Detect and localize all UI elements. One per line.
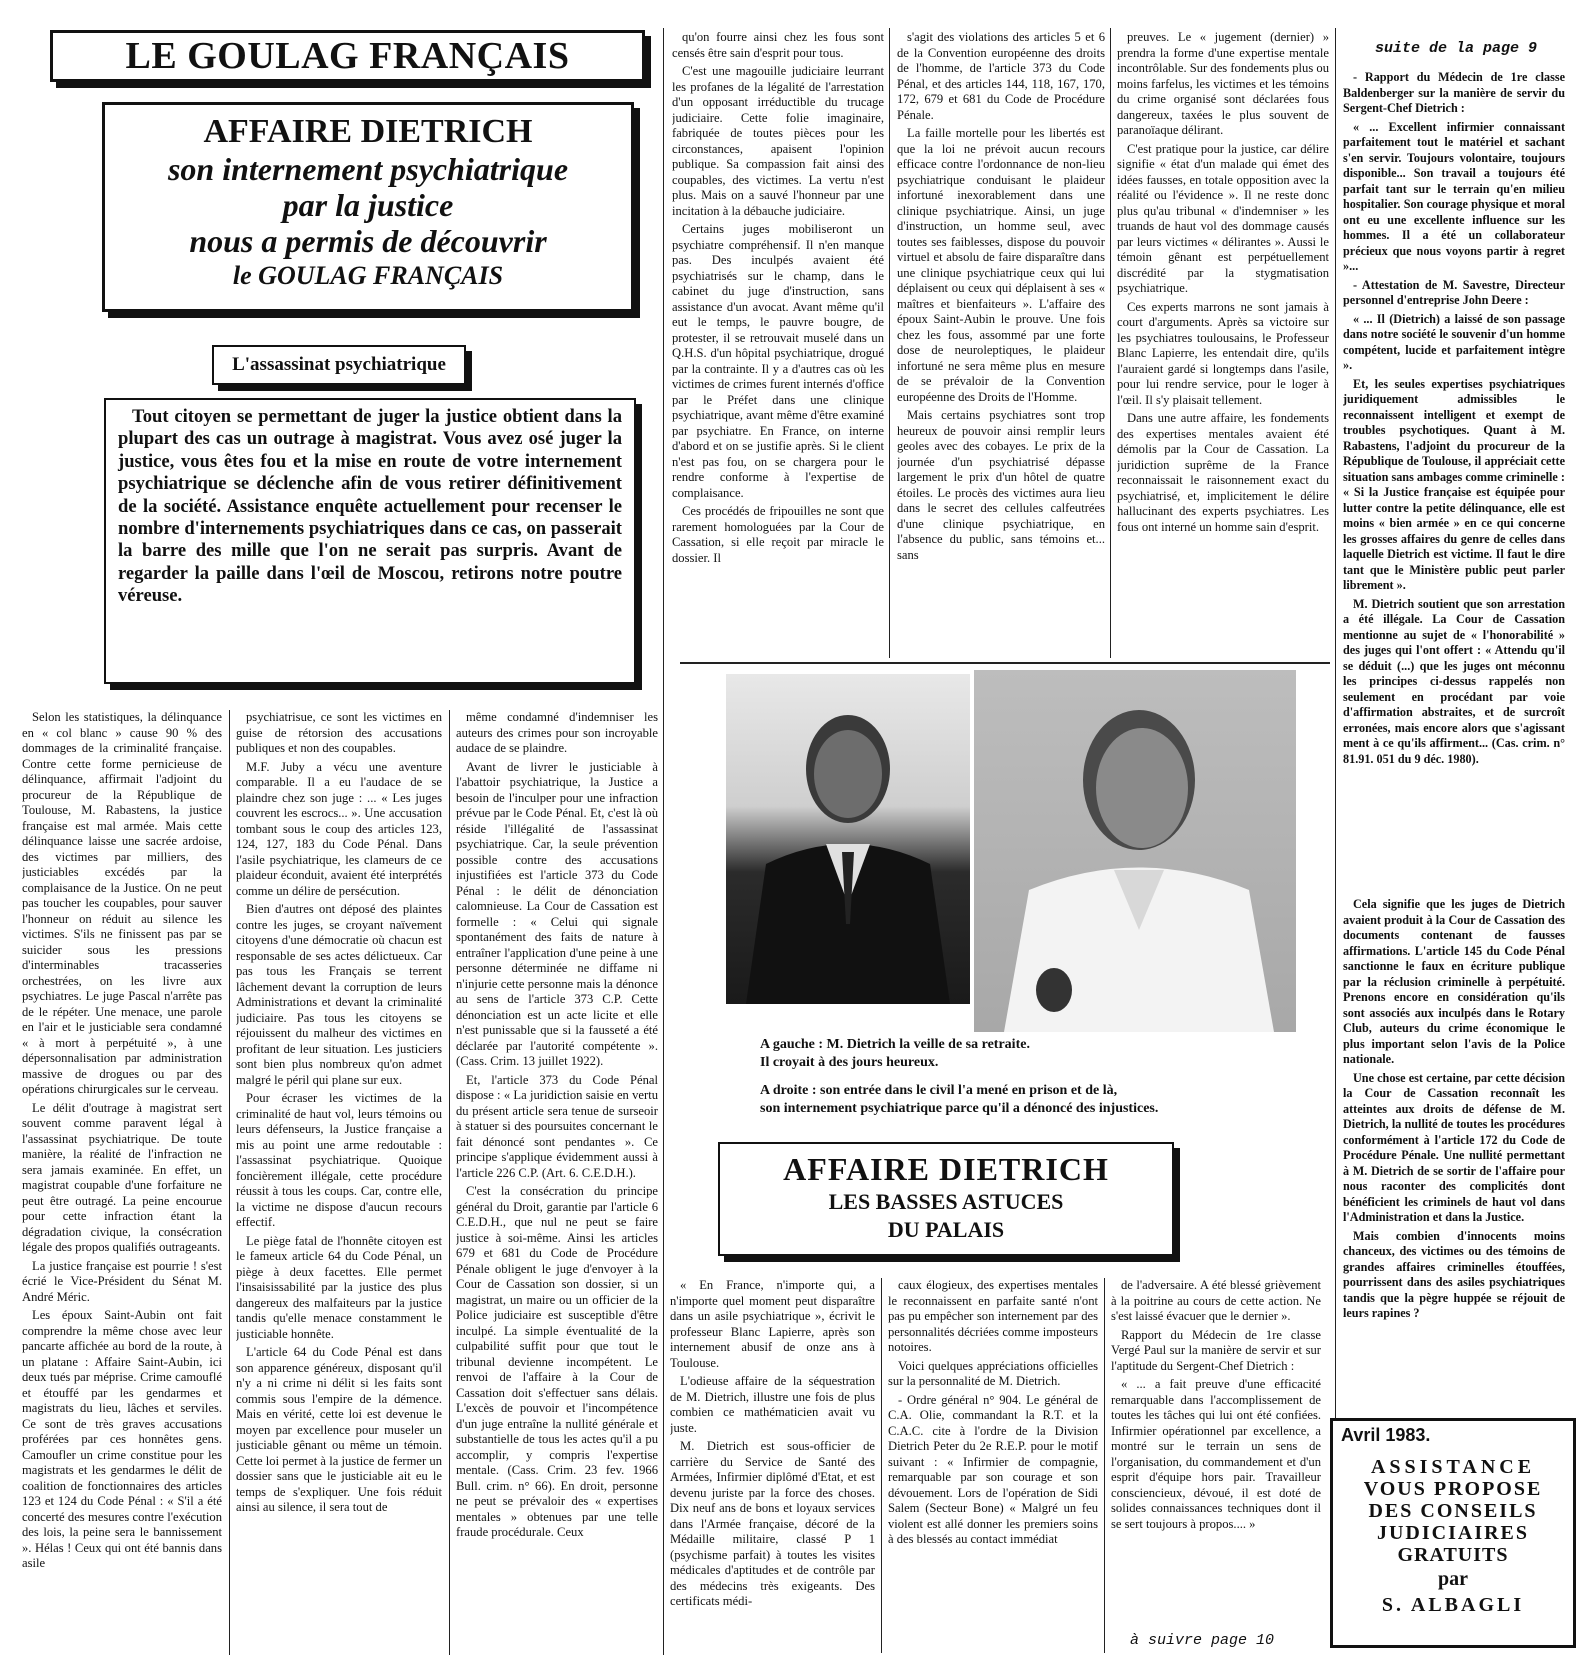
col1-p1: Selon les statistiques, la délinquance en « col blanc » cause 90 % des dommages de la criminalité française. Contre cette forme pernicieuse de délinquance, affirmait l'adjoint du procureur de la République de Toulouse, M. Rabastens, la justice française est mal armée. Mais cette délinquance laisse une sacrée ardoise, des victimes par milliers, des justiciables excédés par la complaisance de la Justice. On ne peut pas toucher les coupables, pour sauver l'honneur on réduit au silence les victimes. S'ils ne finissent pas par se suicider sous les pressions d'interminables tracasseries orchestrées, on les livre aux psychiatres. Le juge Pascal n'arrête pas de le répéter. Une menace, une parole en l'air et le justiciable sera condamné « à mort à perpétuité », à une dépersonnalisation par administration massive de drogues ou par des opérations chirurgicales sur le cerveau. [22,710,222,1096]
rule-lower-2 [1104,1278,1105,1653]
lead-text: Tout citoyen se permettant de juger la justice obtient dans la plupart des cas un outrage à magistrat. Vous avez osé juger la justice, vous êtes fou et la mise en route de votre internement psychiatrique se déclenche afin de vous retirer définitivement de la société. Assistance enquête actuellement pour recenser le nombre d'internements psychiatriques dans ce cas, on passerait la barre des mille que l'on ne serait pas surpris. Avant de regarder la paille dans l'œil de Moscou, retirons notre poutre véreuse. [118,406,622,607]
column-6 [1117,30,1329,655]
col7-p4: « ... Il (Dietrich) a laissé de son passage dans notre société le souvenir d'un homme compétent, lucide et parfaitement intègre ». [1343,311,1565,372]
col1-p2: Le délit d'outrage à magistrat sert souvent comme paravent légal à l'assassinat psychiatrique. De toute manière, la réalité de l'infraction ne sera jamais examinée. En effet, un magistrat coupable d'une forfaiture ne peut être outragé. La peine encourue pour cette infraction étant la dégradation civique, la consécration légale des propos qualifiés outrageants. [22,1100,222,1254]
lower-column-1 [670,1278,875,1650]
column-1 [22,710,222,1650]
promo-line5: GRATUITS [1397,1544,1509,1566]
col4-p2: C'est une magouille judiciaire leurrant les profanes de la légalité de l'arrestation d'un opposant irréductible du trucage judiciaire. Cette folie imaginaire, fabriquée de toutes pièces pour les circonstances, apaisent l'opinion publique. Sa compassion fait ainsi des coupables, des victimes. La vertu n'est plus. Mais on a sauvé l'honneur par une incitation à la débauche judiciaire. [672,64,884,218]
subhead-box [212,345,466,385]
column-2 [236,710,442,1650]
caption-left-2: Il croyait à des jours heureux. [760,1055,939,1070]
promo-by: par [1438,1568,1468,1590]
caption-left: A gauche : M. Dietrich la veille de sa retraite. [760,1037,1030,1052]
column-7-bottom [1343,897,1565,1417]
promo-line1: ASSISTANCE [1370,1456,1536,1478]
masthead-title: LE GOULAG FRANÇAIS [125,35,570,77]
continued-to: à suivre page 10 [1130,1632,1275,1649]
lower-column-2 [888,1278,1098,1650]
promo-line3: DES CONSEILS [1368,1500,1538,1522]
photo-left-figure [726,674,970,1004]
rule-v3 [663,28,664,1655]
lower1-p2: L'odieuse affaire de la séquestration de M. Dietrich, illustre une fois de plus combien ce mathématicien avait vu juste. [670,1374,875,1435]
col2-p3: Bien d'autres ont déposé des plaintes contre les juges, se croyant naïvement citoyens d'une démocratie où chacun est responsable de ses actes délictueux. Car pas tous les Français se terrent lâchement devant la corruption de leurs Administrations et devant la criminalité judiciaire. Pas tous les citoyens se réjouissent du malheur des victimes en profitant de leur situation. Les justiciers sont bien plus nombreux qu'on admet malgré le péril qui plane sur eux. [236,902,442,1087]
rule-v4 [889,28,890,658]
col5-p3: Mais certains psychiatres sont trop heureux de pouvoir ainsi remplir leurs geoles avec des cobayes. Le prix de la journée d'un psychiatrisé dépasse largement le prix d'un hôtel de quatre étoiles. Le procès des victimes aura lieu dans le secret des cellules calfeutrées d'une clinique psychiatrique, en l'absence du public, sans témoins et... sans [897,408,1105,562]
promo-line4: JUDICIAIRES [1376,1522,1530,1544]
promo-name: S. ALBAGLI [1381,1594,1525,1616]
col4-p1: qu'on fourre ainsi chez les fous sont censés être sain d'esprit pour tous. [672,30,884,60]
col5-p1: s'agit des violations des articles 5 et 6 de la Convention européenne des droits de l'homme, de l'article 373 du Code Pénal, et des articles 144, 118, 167, 170, 172, 679 et 681 du Code de Procédure Pénale. [897,30,1105,122]
lower3-p1: de l'adversaire. A été blessé grièvement à la poitrine au cours de cette action. Ne s'est laissé évacuer que le dernier ». [1111,1278,1321,1323]
col7b-p1: Cela signifie que les juges de Dietrich avaient produit à la Cour de Cassation des documents contenant de fausses affirmations. L'article 145 du Code Pénal sanctionne le faux en écriture publique par la réclusion criminelle à perpétuité. Prenons encore en considération qu'ils sont associés aux inculpés dans le Rotary Club, auteurs du crime économique le plus important selon l'avis de la Police nationale. [1343,897,1565,1066]
headline-box [102,102,634,312]
col2-p1: psychiatrisue, ce sont les victimes en guise de rétorsion des accusations publiques et non des coupables. [236,710,442,755]
col5-p2: La faille mortelle pour les libertés est que la loi ne prévoit aucun recours efficace contre l'ordonnance de non-lieu psychiatrique conduisant le plaideur infortuné inexorablement dans une clinique psychiatrique. Ainsi, un juge d'instruction, un homme seul, avec toutes ses faiblesses, dispose du pouvoir virtuel et absolu de faire disparaître dans une clinique psychiatrique ceux qui lui déplaisent ou ceux qui déplaisent à ses « maîtres et bienfaiteurs ». L'affaire des époux Saint-Aubin le prouve. Une fois chez les fous, assommé par une forte dose de neuroleptiques, le plaideur infortuné ne sera même plus en mesure de se prévaloir de la Convention européenne des Droits de l'Homme. [897,126,1105,404]
col6-p2: C'est pratique pour la justice, car délire signifie « état d'un malade qui émet des idées fausses, en totale opposition avec la réalité ou l'évidence ». Il ne reste donc plus qu'au tribunal « d'indemniser » les truands de haut vol des dommage causés par leurs victimes « délirantes ». Aussi le témoin gênant est perpétuellement discrédité par la stygmatisation psychiatrique. [1117,141,1329,295]
col1-p4: Les époux Saint-Aubin ont fait comprendre la même chose avec leur pancarte affichée au bord de la route, à un platane : Affaire Saint-Aubin, ici deux tués par méprise. Crime camouflé et étouffé par les gendarmes et magistrats du lieu, lâches et serviles. Ce sont de très graves accusations proférées par ces honnêtes gens. Camoufler un crime constitue pour les magistrats et les gendarmes le délit de coalition de fonctionnaires des articles 123 et 124 du Code Pénal : « S'il a été concerté des mesures contre l'exécution des lois, la peine sera le bannissement ». Hélas ! Ceux qui ont été bannis dans asile [22,1308,222,1570]
col3-p2: Avant de livrer le justiciable à l'abattoir psychiatrique, la Justice a besoin de l'inculper pour une infraction prévue par le Code Pénal. Et, c'est là où réside l'illégalité de l'assassinat psychiatrique. Car, la seule prévention possible contre des accusations injustifiées est l'article 373 du Code Pénal : le délit de dénonciation calomnieuse. La Cour de Cassation est formelle : « Celui qui signale spontanément des faits de nature à entraîner l'application d'une peine à une personne déterminée ne diffame ni n'injurie cette personne mais la dénonce au sens de l'article 373 C.P. Cette dénonciation est un acte licite et elle n'est punissable que si la fausseté a été déclarée par l'autorité compétente ». (Cass. Crim. 13 juillet 1922). [456,759,658,1068]
col2-p4: Pour écraser les victimes de la criminalité de haut vol, leurs témoins ou leurs défenseurs, la Justice française a mis au point une arme redoutable : l'assassinat psychiatrique. Quoique foncièrement illégale, cette procédure réussit à tous les coups. Car, contre elle, la victime ne dispose d'aucun recours effectif. [236,1091,442,1229]
second-headline-box [718,1142,1174,1256]
col7-p1: - Rapport du Médecin de 1re classe Baldenberger sur la manière de servir du Sergent-Chef Dietrich : [1343,70,1565,115]
photo-right [974,670,1296,1032]
headline-line1: AFFAIRE DIETRICH [203,113,533,150]
column-5 [897,30,1105,655]
col7-p6: M. Dietrich soutient que son arrestation a été illégale. La Cour de Cassation mentionne au sujet de « l'honorabilité » des juges qui l'ont offert : « Attendu qu'il se déduit (...) que les juges ont méconnu les principes ci-dessus rappelés non seulement en procédant par voie d'affirmation abstraites, et de surcroît erronées, mais encore alors que s'agissant ment à ce qu'ils affirment... (Cas. crim. n° 81.91. 051 du 9 déc. 1980). [1343,596,1565,766]
rule-h-photo-top [680,662,1330,664]
lower2-p1: caux élogieux, des expertises mentales le reconnaissent en parfaite santé n'ont pas pu empêcher son internement par des personnalités décriées comme imposteurs notoires. [888,1278,1098,1354]
col6-p4: Dans une autre affaire, les fondements des expertises mentales avaient été démolis par la Cour de Cassation. La juridiction suprême de la France reconnaissait le raisonnement exact du psychiatrisé, et, implicitement le délire hallucinant des experts psychiatres. Les fous ont interné un homme sain d'esprit. [1117,411,1329,534]
continued-from: suite de la page 9 [1375,40,1538,57]
col2-p6: L'article 64 du Code Pénal est dans son apparence généreux, disposant qu'il n'y a ni crime ni délit si les faits sont commis sous l'empire de la démence. Mais en vérité, cette loi est devenue le moyen par excellence pour museler un justiciable gênant ou même un témoin. Cette loi permet à la justice de fermer un dossier sans que le justiciable ait eu le temps de s'expliquer. Une fois réduit ainsi au silence, il sera tout de [236,1345,442,1514]
col7b-p3: Mais combien d'innocents moins chanceux, des victimes ou des témoins de grandes affaires criminelles étouffées, pourrissent dans des asiles psychiatriques tandis que la pègre huppée se réjouit de leurs rapines ? [1343,1228,1565,1320]
col3-p3: Et, l'article 373 du Code Pénal dispose : « La juridiction saisie en vertu du présent article sera tenue de surseoir à statuer si des poursuites concernant le fait dénoncé sont pendantes ». Ce principe s'applique évidemment aussi à l'article 226 C.P. (Art. 6. C.E.D.H.). [456,1072,658,1180]
photo-caption [760,1036,1280,1118]
column-7-top [1343,70,1565,890]
col7-p3: - Attestation de M. Savestre, Directeur personnel d'entreprise John Deere : [1343,277,1565,307]
col3-p4: C'est la consécration du principe général du Droit, garantie par l'article 6 C.E.D.H., que nul ne peut se faire justice à soi-même. Ainsi les articles 679 et 681 du Code de Procédure Pénale obligent le juge d'envoyer à la Cour de Cassation son dossier, si un magistrat, un maire ou un officier de la Police judiciaire est susceptible d'être inculpé. La simple éventualité de la culpabilité suffit pour que tout le tribunal devienne incompétent. Le renvoi de l'affaire à la Cour de Cassation doit s'effectuer sans délais. L'excès de pouvoir et l'incompétence d'un juge entraîne la nullité générale et substantielle de tous les actes qu'il a pu accomplir, y compris l'expertise mentale. (Cass. Crim. 23 fev. 1966 Bull. crim. n° 66). En droit, personne ne peut se prévaloir des « expertises mentales » obtenues par une telle fraude procédurale. Ceux [456,1184,658,1539]
headline-line3: par la justice [282,187,454,223]
rule-v5 [1110,28,1111,658]
lower2-p3: - Ordre général n° 904. Le général de C.A. Olie, commandant la R.T. et la C.A.C. cite à l'ordre de la Division Dietrich Peter du 2e R.E.P. pour le motif suivant : « Infirmier de compagnie, remarquable par son courage et son dévouement. Lors de l'opération de Sidi Salem (Secteur Bone) « Malgré un feu violent est allé donner les premiers soins à des blessés au contact immédiat [888,1392,1098,1546]
lower2-p2: Voici quelques appréciations officielles sur la personnalité de M. Dietrich. [888,1358,1098,1388]
lead-box [104,398,636,684]
second-headline-line3: DU PALAIS [887,1217,1005,1242]
col4-p3: Certains juges mobiliseront un psychiatre compréhensif. Il n'en manque pas. Des inculpés avaient été psychiatrisés sur le champ, dans le cabinet du juge d'instruction, sans assistance d'un avocat. Avant même qu'il eut le temps, le pauvre bougre, de protester, il se retrouvait muselé dans un Q.H.S. d'un hôpital psychiatrique, drogué par la contrainte. Il y a d'autres cas où les victimes de crimes furent internés d'office par le Préfet dans une clinique psychiatrique, avant même d'être examiné par psychiatre. En France, on interne d'abord et on se justifie après. Si le client n'est pas fou, on se chargera pour le rendre conforme à l'expertise de complaisance. [672,222,884,500]
lower-column-3 [1111,1278,1321,1618]
lower1-p1: « En France, n'importe qui, a n'importe quel moment peut disparaître dans un asile psychiatrique », écrivit le professeur Blanc Lapierre, après son internement abusif de onze ans à Toulouse. [670,1278,875,1370]
headline-line4: nous a permis de découvrir [189,223,547,259]
second-headline-line1: AFFAIRE DIETRICH [783,1151,1109,1187]
photo-right-figure [974,670,1296,1032]
col3-p1: même condamné d'indemniser les auteurs des crimes pour son incroyable audace de se plaindre. [456,710,658,755]
col7-p5: Et, les seules expertises psychiatriques juridiquement admissibles le reconnaissent intelligent et exempt de troubles psychotiques. Quant à M. Rabastens, l'adjoint du procureur de la République de Toulouse, il appréciait cette situation sans ambages comme criminelle : « Si la Justice française est équipée pour lutter contre la petite délinquance, elle est moins « bien armée » en ce qui concerne les grosses affaires du genre de celles dans laquelle Dietrich est victime. Il faut le dire tant que le Ministère public peut parler librement ». [1343,376,1565,592]
promo-date: Avril 1983. [1341,1425,1431,1445]
column-3 [456,710,658,1650]
promo-line2: VOUS PROPOSE [1363,1478,1543,1500]
second-headline-line2: LES BASSES ASTUCES [828,1189,1064,1214]
photo-left [726,674,970,1004]
rule-lower-1 [881,1278,882,1653]
lower3-p2: Rapport du Médecin de 1re classe Vergé Paul sur la manière de servir et sur l'aptitude du Sergent-Chef Dietrich : [1111,1327,1321,1373]
col6-p1: preuves. Le « jugement (dernier) » prendra la forme d'une expertise mentale incontrôlable. Sur des fondements plus ou moins farfelus, les victimes et les témoins du crime organisé sont déclarées fous dangereux, taxées le plus souvent de paranoïaque délirant. [1117,30,1329,137]
headline-line2: son internement psychiatrique [167,151,569,187]
caption-right-2: son internement psychiatrique parce qu'il a dénoncé des injustices. [760,1101,1159,1116]
rule-v2 [449,710,450,1655]
col7b-p2: Une chose est certaine, par cette décision la Cour de Cassation reconnaît les atteintes aux droits de défense de M. Dietrich, la nullité de toutes les procédures conformément à l'article 172 du Code de Procédure Pénale. Une nullité permettant à M. Dietrich de se sortir de l'affaire pour nous raconter des complicités dont bénéficient les criminels de haut vol dans l'Administration et dans la Justice. [1343,1070,1565,1224]
rule-v6 [1335,28,1336,1428]
col4-p4: Ces procédés de fripouilles ne sont que rarement homologuées par la Cour de Cassation, si elle reçoit par miracle le dossier. Il [672,504,884,565]
column-4 [672,30,884,655]
rule-v1 [229,710,230,1655]
col6-p3: Ces experts marrons ne sont jamais à court d'arguments. Après sa victoire sur les psychiatres toulousains, le Professeur Blanc Lapierre, les entendait dire, qu'ils l'auraient gardé si longtemps dans l'asile, pour lui rendre service, pour le loger à l'œil. Il s'y plaisait tellement. [1117,299,1329,407]
subhead: L'assassinat psychiatrique [232,354,446,375]
caption-right: A droite : son entrée dans le civil l'a mené en prison et de là, [760,1083,1118,1098]
lower1-p3: M. Dietrich est sous-officier de carrière du Service de Santé des Armées, Infirmier diplômé d'Etat, et est devenu juriste par la force des choses. Dix neuf ans de bons et loyaux services dans l'Armée française, décoré de la Médaille militaire, classé P 1 (psychisme parfait) à toutes les visites médicales d'aptitudes et de contrôle par des médecins très exigeants. Des certificats médi- [670,1439,875,1608]
masthead-title-box [50,30,645,82]
promo-box [1330,1418,1576,1648]
col1-p3: La justice française est pourrie ! s'est écrié le Vice-Président du Sénat M. André Méric. [22,1258,222,1304]
headline-line5: le GOULAG FRANÇAIS [232,261,504,290]
col2-p2: M.F. Juby a vécu une aventure comparable. Il a eu l'audace de se plaindre chez son juge : ... « Les juges couvrent les escrocs... ». Une accusation tombant sous le coup des articles 123, 124, 127, 183 du Code Pénal. Dans l'asile psychiatrique, les clameurs de ce plaideur éconduit, avaient été interprétés comme un délire de persécution. [236,759,442,898]
lower3-p3: « ... a fait preuve d'une efficacité remarquable dans l'accomplissement de toutes les tâches qui lui ont été confiées. Infirmier opérationnel par excellence, a montré sur le terrain un sens de l'organisation, du commandement et d'un esprit d'équipe hors pair. Travailleur consciencieux, dévoué, il est doté de solides connaissances techniques dont il se sert toujours à propos.... » [1111,1377,1321,1531]
col7-p2: « ... Excellent infirmier connaissant parfaitement tout le matériel et sachant s'en servir. Toujours volontaire, toujours disponible... Son travail a toujours été parfait tant sur le terrain qu'en milieu hospitalier. Son courage physique et moral ont eu une excellente influence sur les hommes. Il a été un collaborateur précieux que nous voyons partir à regret »... [1343,119,1565,273]
col2-p5: Le piège fatal de l'honnête citoyen est le fameux article 64 du Code Pénal, un piège à deux facettes. Elle permet l'insaisissabilité par la justice des plus dangereux des malfaiteurs par la justice tandis qu'elle menace constamment le justiciable honnête. [236,1233,442,1341]
